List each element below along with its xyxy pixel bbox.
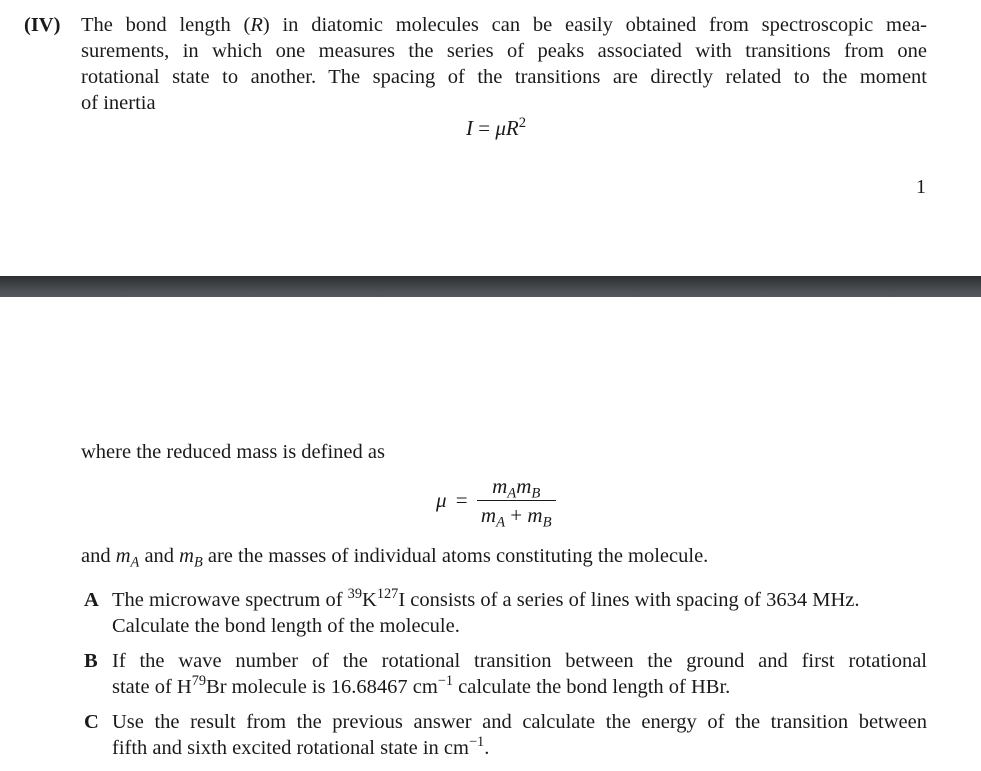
reduced-mass-fraction (477, 472, 556, 529)
question-b-line-1: If the wave number of the rotational transition between the ground and first rotational (112, 650, 927, 672)
page-divider (0, 276, 981, 298)
intro-line-3: rotational state to another. The spacing of the transitions are directly related to the moment (81, 66, 927, 88)
equation-reduced-mass: μ = $\frac{m_Am_B}{m_A + m_B}$ (436, 472, 556, 529)
intro-line-4: of inertia (81, 92, 156, 114)
variable-R: R (250, 14, 263, 36)
masses-definition: and $m_A$ and $m_B$ are the masses of individual atoms constituting the molecule. (81, 545, 709, 571)
page-2 (0, 297, 981, 771)
equation-moment-of-inertia: $I = \mu R^2$ (466, 114, 527, 140)
question-c-line-1: Use the result from the previous answer and calculate the energy of the transition between (112, 711, 927, 733)
question-a-line-2: Calculate the bond length of the molecule. (112, 615, 460, 637)
question-c-line-2: fifth and sixth excited rotational state in $cm^{-1}$. (112, 734, 490, 759)
intro-line-1: The bond length (R) in diatomic molecules can be easily obtained from spectroscopic mea- (81, 14, 927, 36)
question-a-label: A (84, 589, 99, 611)
fraction-denominator: $m_A + m_B$ (480, 503, 552, 531)
question-b-label: B (84, 650, 98, 672)
question-c-label: C (84, 711, 99, 733)
intro-line-2: surements, in which one measures the series of peaks associated with transitions from one (81, 40, 927, 62)
reduced-mass-intro: where the reduced mass is defined as (81, 441, 385, 463)
section-label: (IV) (24, 14, 61, 36)
fraction-numerator: $m_Am_B$ (477, 472, 556, 501)
question-b-line-2: state of $H^{79}Br$ molecule is 16.68467 $cm^{-1}$ calculate the bond length of HBr. (112, 673, 731, 698)
question-a-line-1: The microwave spectrum of $^{39}K^{127}I$ consists of a series of lines with spacing of 3634 MHz. (112, 586, 860, 611)
page-1 (0, 0, 981, 276)
page-number: 1 (916, 176, 926, 198)
